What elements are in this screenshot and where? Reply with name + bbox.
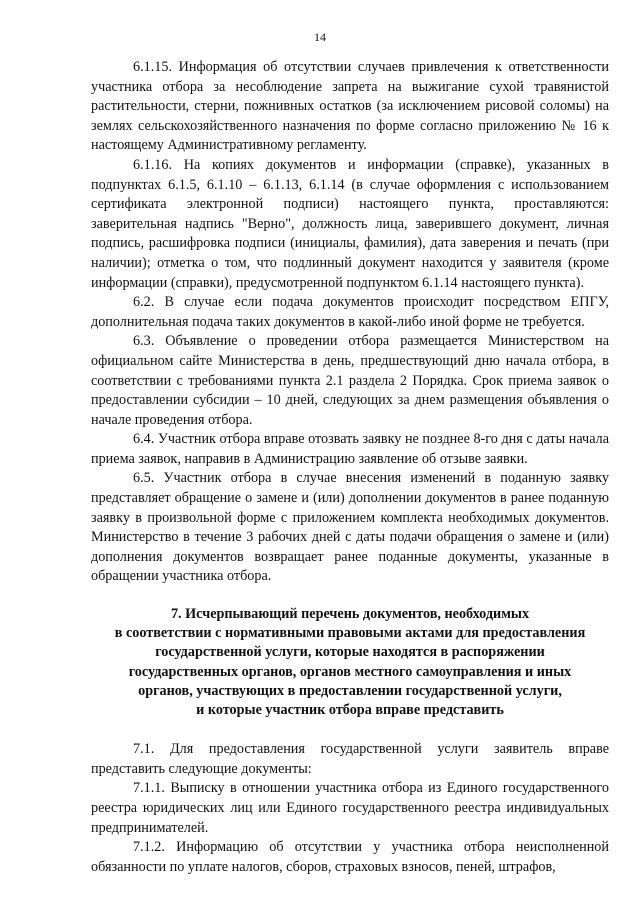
section-7-title — [91, 605, 609, 720]
paragraph-6-3: 6.3. Объявление о проведении отбора размещается Министерством на официальном сайте Министерства в день, предшествующий дню начала отбора, в соответствии с требованиями пункта 2.1 раздела 2 Порядка. Срок приема заявок о предоставлении субсидии – 10 дней, следующих за днем размещения объявления о начале проведения отбора. — [91, 333, 609, 428]
paragraph-7-1: 7.1. Для предоставления государственной услуги заявитель вправе представить следующие документы: — [91, 741, 609, 777]
paragraph-7-1-1: 7.1.1. Выписку в отношении участника отбора из Единого государственного реестра юридических лиц или Единого государственного реестра индивидуальных предпринимателей. — [91, 780, 609, 836]
paragraph-6-5: 6.5. Участник отбора в случае внесения изменений в поданную заявку представляет обращение о замене и (или) дополнении документов в ранее поданную заявку в произвольной форме с приложением комплекта необходимых документов. Министерство в течение 3 рабочих дней с даты подачи обращения о замене и (или) дополнения документов возвращает ранее поданные документы, указанные в обращении участника отбора. — [91, 470, 609, 585]
section-title-line: 7. Исчерпывающий перечень документов, необходимых — [170, 606, 530, 623]
section-spacer-top — [91, 587, 609, 605]
section-title-line: и которые участник отбора вправе представить — [196, 702, 504, 719]
section-title-line: органов, участвующих в предоставлении государственной услуги, — [138, 682, 562, 699]
paragraph-6-2: 6.2. В случае если подача документов происходит посредством ЕПГУ, дополнительная подача таких документов в какой-либо иной форме не требуется. — [91, 294, 609, 330]
section-spacer-bottom — [91, 720, 609, 740]
section-title-line: государственной услуги, которые находятся в распоряжении — [155, 644, 545, 661]
document-body — [91, 58, 609, 877]
paragraph-6-4: 6.4. Участник отбора вправе отозвать заявку не позднее 8-го дня с даты начала приема заявок, направив в Администрацию заявление об отзыве заявки. — [91, 431, 609, 467]
page-number: 14 — [314, 30, 326, 44]
section-title-line: государственных органов, органов местного самоуправления и иных — [128, 663, 572, 680]
paragraph-6-1-16: 6.1.16. На копиях документов и информации (справке), указанных в подпунктах 6.1.5, 6.1.10 – 6.1.13, 6.1.14 (в случае оформления с использованием сертификата электронной подписи) настоящего пункта, проставляются: заверительная надпись "Верно", должность лица, заверившего документ, личная подпись, расшифровка подписи (инициалы, фамилия), дата заверения и печать (при наличии); отметка о том, что подлинный документ находится у заявителя (кроме информации (справки), предусмотренной подпунктом 6.1.14 настоящего пункта). — [91, 156, 609, 291]
paragraph-6-1-15: 6.1.15. Информация об отсутствии случаев привлечения к ответственности участника отбора за несоблюдение запрета на выжигание сухой травянистой растительности, стерни, пожнивных остатков (за исключением рисовой соломы) на землях сельскохозяйственного назначения по форме согласно приложению № 16 к настоящему Административному регламенту. — [91, 59, 609, 154]
paragraph-7-1-2: 7.1.2. Информацию об отсутствии у участника отбора неисполненной обязанности по уплате налогов, сборов, страховых взносов, пеней, штрафов, — [91, 839, 609, 875]
section-title-line: в соответствии с нормативными правовыми актами для предоставления — [114, 625, 586, 642]
